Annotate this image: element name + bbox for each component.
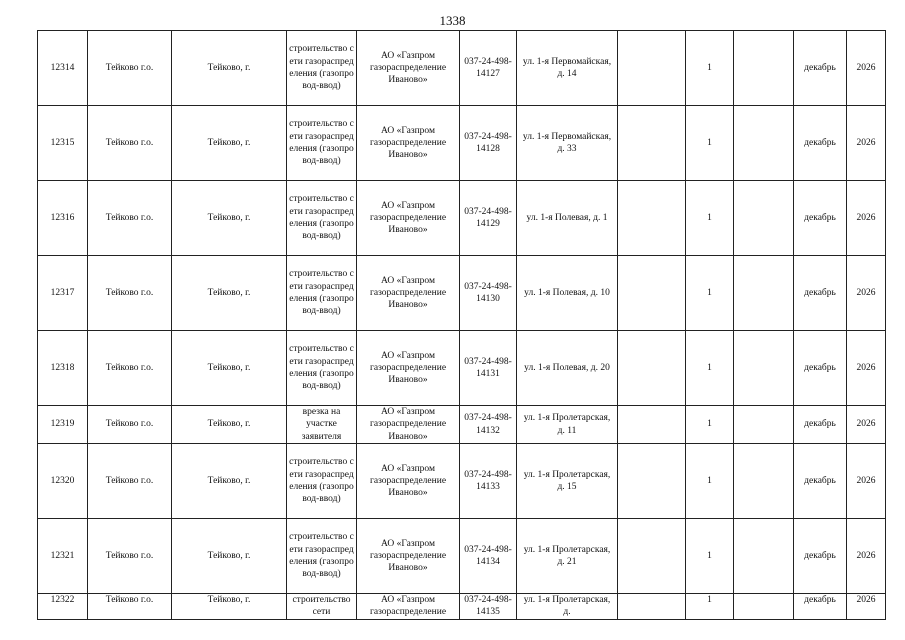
work-type-cell: строительство сети газораспределения (газопровод-ввод) [287, 256, 357, 331]
locality-cell: Тейково, г. [172, 331, 287, 406]
work-type-cell: строительство сети газораспределения (газопровод-ввод) [287, 106, 357, 181]
year-cell: 2026 [847, 331, 886, 406]
table-row [38, 406, 886, 444]
month-cell: декабрь [794, 406, 847, 444]
table-row [38, 181, 886, 256]
empty-cell [734, 406, 794, 444]
locality-cell: Тейково, г. [172, 519, 287, 594]
empty-cell [618, 331, 686, 406]
work-type-cell: строительство сети газораспределения (газопровод-ввод) [287, 181, 357, 256]
district-cell: Тейково г.о. [88, 31, 172, 106]
table-row [38, 594, 886, 620]
month-cell: декабрь [794, 444, 847, 519]
organization-cell: АО «Газпром газораспределение Иваново» [357, 444, 460, 519]
quantity-cell: 1 [686, 181, 734, 256]
empty-cell [618, 519, 686, 594]
district-cell: Тейково г.о. [88, 256, 172, 331]
application-code-cell: 037-24-498-14134 [460, 519, 517, 594]
quantity-cell: 1 [686, 444, 734, 519]
work-type-cell: строительство сети газораспределения (газопровод-ввод) [287, 331, 357, 406]
locality-cell: Тейково, г. [172, 181, 287, 256]
record-number-cell: 12316 [38, 181, 88, 256]
application-code-cell: 037-24-498-14129 [460, 181, 517, 256]
record-number-cell: 12320 [38, 444, 88, 519]
address-cell: ул. 1-я Пролетарская, д. 11 [517, 406, 618, 444]
locality-cell: Тейково, г. [172, 594, 287, 620]
application-code-cell: 037-24-498-14128 [460, 106, 517, 181]
district-cell: Тейково г.о. [88, 594, 172, 620]
work-type-cell: врезка на участке заявителя [287, 406, 357, 444]
year-cell: 2026 [847, 594, 886, 620]
empty-cell [618, 594, 686, 620]
address-cell: ул. 1-я Первомайская, д. 14 [517, 31, 618, 106]
record-number-cell: 12315 [38, 106, 88, 181]
address-cell: ул. 1-я Пролетарская, д. 15 [517, 444, 618, 519]
record-number-cell: 12319 [38, 406, 88, 444]
record-number-cell: 12318 [38, 331, 88, 406]
year-cell: 2026 [847, 519, 886, 594]
quantity-cell: 1 [686, 331, 734, 406]
application-code-cell: 037-24-498-14127 [460, 31, 517, 106]
application-code-cell: 037-24-498-14135 [460, 594, 517, 620]
organization-cell: АО «Газпром газораспределение Иваново» [357, 331, 460, 406]
organization-cell: АО «Газпром газораспределение Иваново» [357, 519, 460, 594]
year-cell: 2026 [847, 444, 886, 519]
district-cell: Тейково г.о. [88, 519, 172, 594]
application-code-cell: 037-24-498-14131 [460, 331, 517, 406]
record-number-cell: 12314 [38, 31, 88, 106]
locality-cell: Тейково, г. [172, 256, 287, 331]
address-cell: ул. 1-я Пролетарская, д. 21 [517, 519, 618, 594]
work-type-cell: строительство сети газораспределения (газопровод-ввод) [287, 31, 357, 106]
empty-cell [618, 406, 686, 444]
year-cell: 2026 [847, 106, 886, 181]
table-row [38, 106, 886, 181]
empty-cell [618, 256, 686, 331]
application-code-cell: 037-24-498-14132 [460, 406, 517, 444]
address-cell: ул. 1-я Пролетарская, д. [517, 594, 618, 620]
application-code-cell: 037-24-498-14130 [460, 256, 517, 331]
quantity-cell: 1 [686, 31, 734, 106]
locality-cell: Тейково, г. [172, 444, 287, 519]
organization-cell: АО «Газпром газораспределение Иваново» [357, 31, 460, 106]
empty-cell [734, 256, 794, 331]
table-row [38, 31, 886, 106]
record-number-cell: 12317 [38, 256, 88, 331]
address-cell: ул. 1-я Полевая, д. 1 [517, 181, 618, 256]
quantity-cell: 1 [686, 256, 734, 331]
table-row [38, 256, 886, 331]
work-type-cell: строительство сети газораспределения (газопровод-ввод) [287, 519, 357, 594]
organization-cell: АО «Газпром газораспределение [357, 594, 460, 620]
locality-cell: Тейково, г. [172, 106, 287, 181]
empty-cell [734, 594, 794, 620]
organization-cell: АО «Газпром газораспределение Иваново» [357, 181, 460, 256]
quantity-cell: 1 [686, 594, 734, 620]
organization-cell: АО «Газпром газораспределение Иваново» [357, 406, 460, 444]
month-cell: декабрь [794, 106, 847, 181]
table-row [38, 444, 886, 519]
work-type-cell: строительство сети [287, 594, 357, 620]
empty-cell [618, 444, 686, 519]
empty-cell [734, 181, 794, 256]
district-cell: Тейково г.о. [88, 331, 172, 406]
table-row [38, 331, 886, 406]
district-cell: Тейково г.о. [88, 106, 172, 181]
month-cell: декабрь [794, 331, 847, 406]
quantity-cell: 1 [686, 406, 734, 444]
month-cell: декабрь [794, 31, 847, 106]
application-code-cell: 037-24-498-14133 [460, 444, 517, 519]
empty-cell [734, 106, 794, 181]
district-cell: Тейково г.о. [88, 444, 172, 519]
district-cell: Тейково г.о. [88, 181, 172, 256]
empty-cell [618, 106, 686, 181]
empty-cell [734, 331, 794, 406]
month-cell: декабрь [794, 181, 847, 256]
record-number-cell: 12322 [38, 594, 88, 620]
page-number: 1338 [439, 13, 466, 28]
address-cell: ул. 1-я Первомайская, д. 33 [517, 106, 618, 181]
empty-cell [618, 31, 686, 106]
table-body [38, 31, 886, 620]
address-cell: ул. 1-я Полевая, д. 10 [517, 256, 618, 331]
empty-cell [734, 31, 794, 106]
month-cell: декабрь [794, 594, 847, 620]
locality-cell: Тейково, г. [172, 406, 287, 444]
locality-cell: Тейково, г. [172, 31, 287, 106]
organization-cell: АО «Газпром газораспределение Иваново» [357, 106, 460, 181]
empty-cell [618, 181, 686, 256]
table-row [38, 519, 886, 594]
work-type-cell: строительство сети газораспределения (газопровод-ввод) [287, 444, 357, 519]
year-cell: 2026 [847, 31, 886, 106]
year-cell: 2026 [847, 181, 886, 256]
year-cell: 2026 [847, 256, 886, 331]
quantity-cell: 1 [686, 106, 734, 181]
gasification-schedule-table [37, 30, 886, 620]
month-cell: декабрь [794, 519, 847, 594]
year-cell: 2026 [847, 406, 886, 444]
empty-cell [734, 444, 794, 519]
organization-cell: АО «Газпром газораспределение Иваново» [357, 256, 460, 331]
record-number-cell: 12321 [38, 519, 88, 594]
empty-cell [734, 519, 794, 594]
address-cell: ул. 1-я Полевая, д. 20 [517, 331, 618, 406]
month-cell: декабрь [794, 256, 847, 331]
district-cell: Тейково г.о. [88, 406, 172, 444]
quantity-cell: 1 [686, 519, 734, 594]
